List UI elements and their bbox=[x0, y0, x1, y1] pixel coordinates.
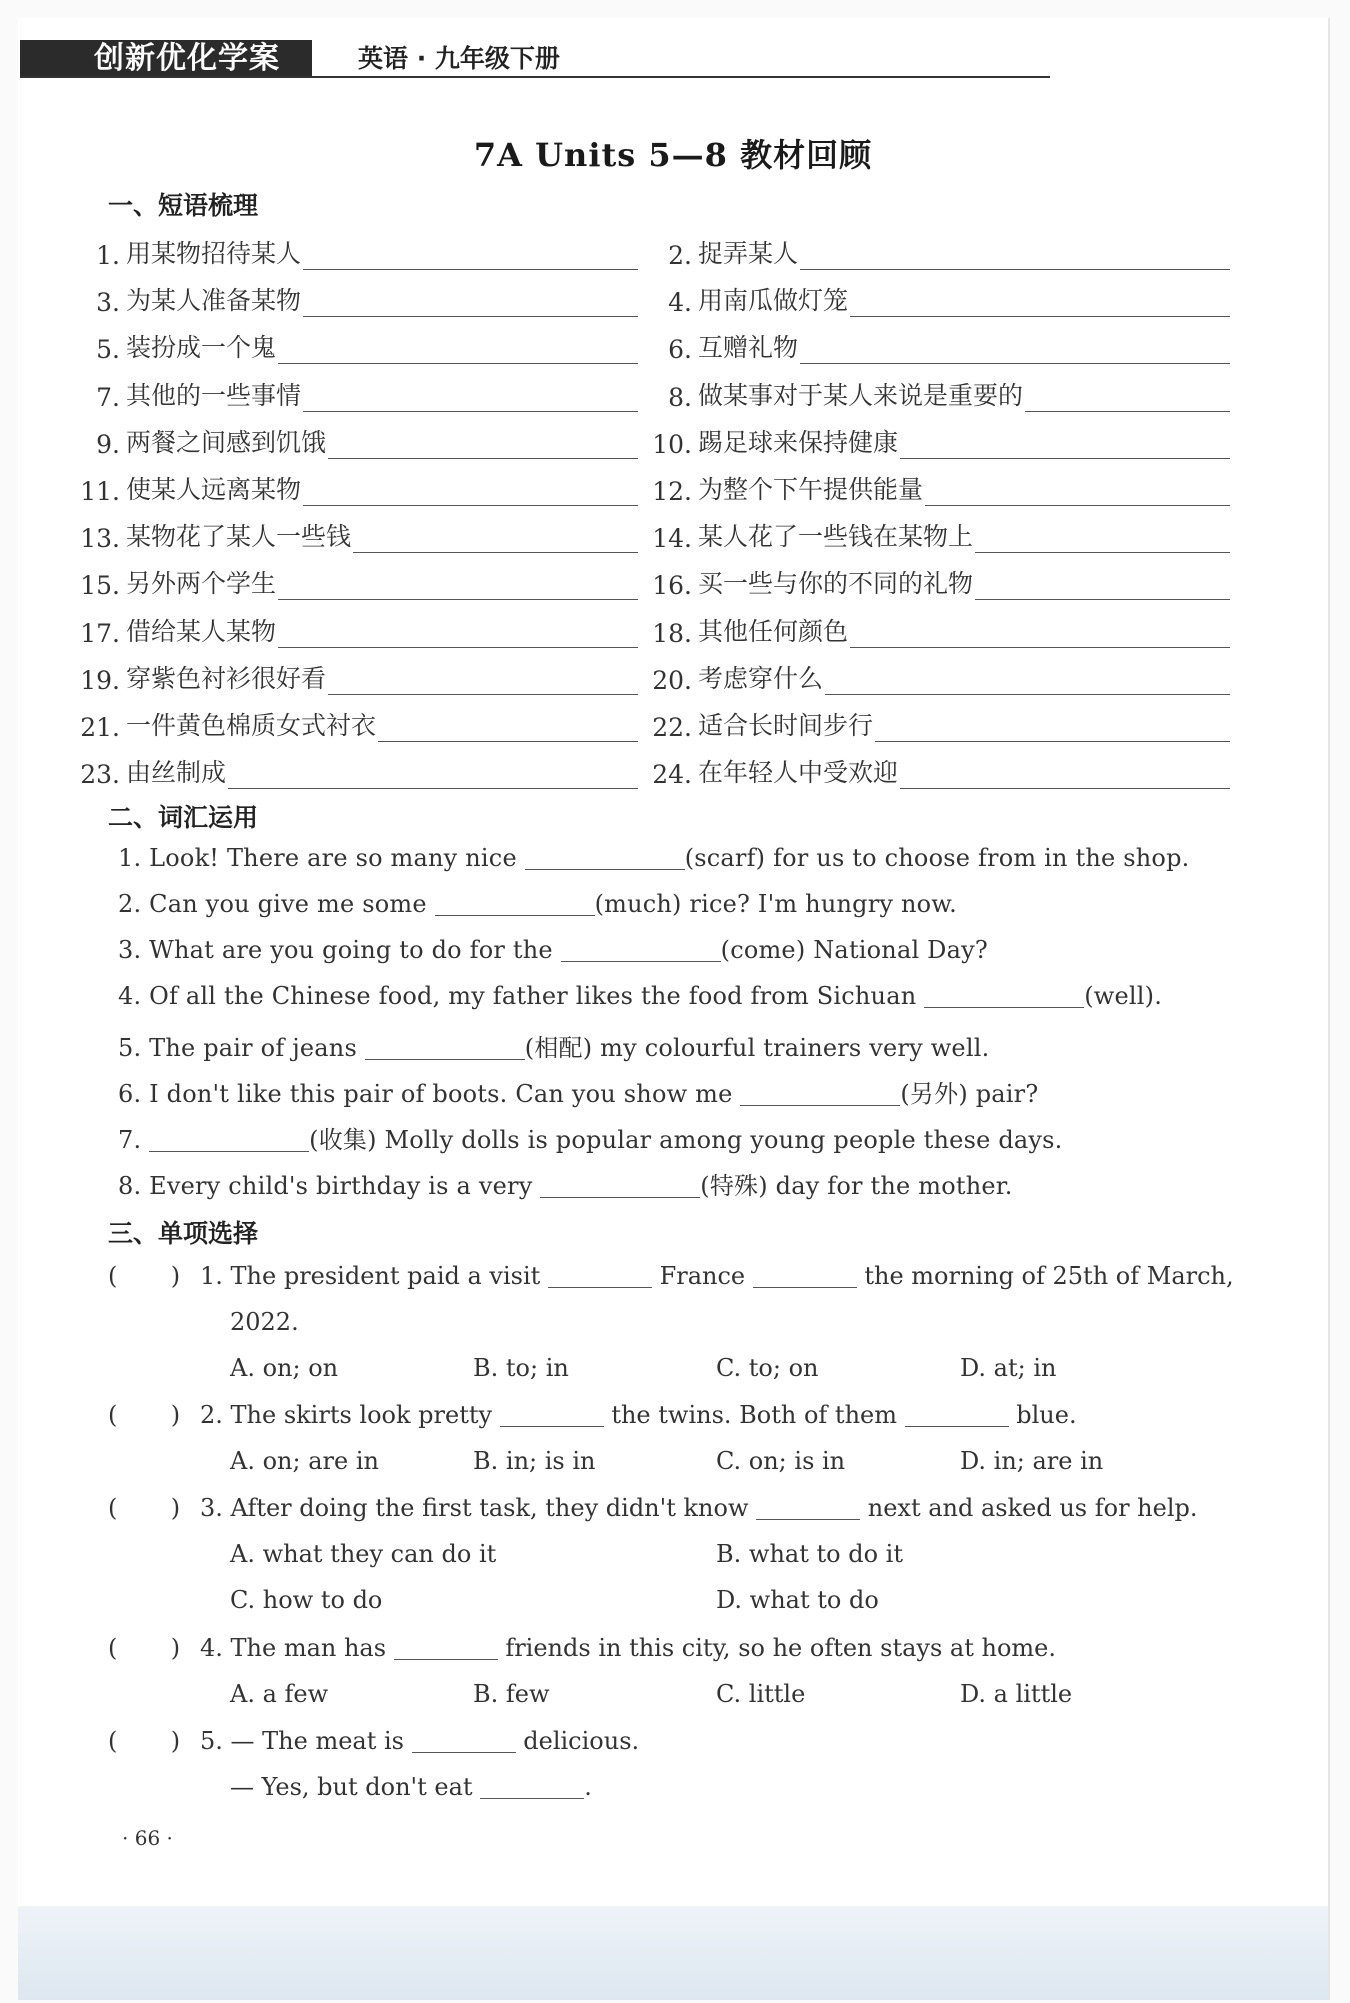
phrase-text: 穿紫色衬衫很好看 bbox=[126, 663, 327, 693]
question-stem: 2. The skirts look pretty the twins. Both of them blue. bbox=[200, 1401, 1077, 1429]
answer-line[interactable] bbox=[303, 381, 638, 412]
phrase-text: 另外两个学生 bbox=[126, 569, 277, 599]
answer-line[interactable] bbox=[228, 758, 638, 789]
phrase-item bbox=[650, 466, 1230, 506]
phrase-number: 18. bbox=[652, 618, 692, 648]
phrase-number: 20. bbox=[652, 665, 692, 695]
phrase-item bbox=[650, 513, 1230, 553]
answer-blank[interactable] bbox=[525, 845, 685, 870]
phrase-item bbox=[650, 608, 1230, 648]
answer-line[interactable] bbox=[378, 711, 638, 742]
phrase-text: 在年轻人中受欢迎 bbox=[698, 758, 899, 788]
answer-blank bbox=[412, 1728, 516, 1753]
phrase-number: 24. bbox=[652, 760, 692, 790]
phrase-number: 1. bbox=[96, 241, 120, 270]
phrase-item bbox=[650, 372, 1230, 412]
phrase-item bbox=[650, 277, 1230, 317]
question-stem: 4. The man has friends in this city, so he often stays at home. bbox=[200, 1634, 1056, 1662]
answer-line[interactable] bbox=[800, 333, 1230, 364]
phrase-number: 17. bbox=[80, 618, 120, 648]
answer-line[interactable] bbox=[328, 664, 638, 695]
phrase-number: 9. bbox=[96, 429, 120, 459]
option-a[interactable]: A. on; on bbox=[230, 1354, 339, 1382]
vocab-item: 1. Look! There are so many nice (scarf) for us to choose from in the shop. bbox=[118, 844, 1190, 872]
phrase-item bbox=[78, 702, 638, 742]
answer-line[interactable] bbox=[975, 522, 1230, 553]
answer-blank[interactable] bbox=[924, 983, 1084, 1008]
phrase-number: 21. bbox=[80, 713, 120, 742]
section-heading-choice: 三、单项选择 bbox=[108, 1219, 259, 1248]
option-a[interactable]: A. what they can do it bbox=[230, 1540, 497, 1568]
phrase-item bbox=[78, 466, 638, 506]
brand-logo: 创新优化学案 bbox=[20, 40, 312, 78]
phrase-text: 其他的一些事情 bbox=[126, 380, 302, 410]
answer-blank bbox=[394, 1635, 498, 1660]
section-heading-vocabulary: 二、词汇运用 bbox=[108, 803, 259, 832]
answer-line[interactable] bbox=[825, 664, 1230, 695]
answer-line[interactable] bbox=[278, 617, 638, 648]
phrase-text: 由丝制成 bbox=[126, 758, 227, 788]
option-a[interactable]: A. a few bbox=[230, 1680, 329, 1708]
phrase-text: 某人花了一些钱在某物上 bbox=[698, 522, 974, 552]
option-a[interactable]: A. on; are in bbox=[230, 1447, 379, 1475]
phrase-item bbox=[78, 655, 638, 695]
answer-line[interactable] bbox=[303, 286, 638, 317]
option-d[interactable]: D. at; in bbox=[960, 1354, 1057, 1382]
phrase-number: 19. bbox=[80, 665, 120, 695]
answer-blank bbox=[753, 1263, 857, 1288]
phrase-number: 22. bbox=[652, 713, 692, 742]
vocab-item: 8. Every child's birthday is a very (特殊) day for the mother. bbox=[118, 1172, 1013, 1200]
option-b[interactable]: B. what to do it bbox=[716, 1540, 903, 1568]
phrase-text: 考虑穿什么 bbox=[698, 663, 824, 693]
header-rule bbox=[20, 76, 1050, 78]
phrase-text: 使某人远离某物 bbox=[126, 475, 302, 504]
vocab-item: 5. The pair of jeans (相配) my colourful trainers very well. bbox=[118, 1034, 990, 1062]
answer-blank[interactable] bbox=[740, 1081, 900, 1106]
vocab-item: 7. (收集) Molly dolls is popular among young people these days. bbox=[118, 1126, 1063, 1154]
phrase-number: 14. bbox=[652, 524, 692, 554]
answer-parentheses[interactable]: ( ) bbox=[108, 1727, 181, 1755]
phrase-text: 用某物招待某人 bbox=[126, 239, 302, 268]
phrase-number: 23. bbox=[80, 760, 120, 790]
answer-parentheses[interactable]: ( ) bbox=[108, 1262, 181, 1290]
answer-line[interactable] bbox=[328, 428, 638, 459]
answer-blank bbox=[756, 1495, 860, 1520]
phrase-text: 做某事对于某人来说是重要的 bbox=[698, 380, 1024, 410]
phrase-text: 捉弄某人 bbox=[698, 239, 799, 268]
phrase-item bbox=[78, 513, 638, 553]
option-c[interactable]: C. little bbox=[716, 1680, 806, 1708]
phrase-number: 16. bbox=[652, 571, 692, 601]
answer-blank[interactable] bbox=[435, 891, 595, 916]
vocab-item: 2. Can you give me some (much) rice? I'm hungry now. bbox=[118, 890, 958, 918]
phrase-item bbox=[78, 560, 638, 600]
phrase-text: 装扮成一个鬼 bbox=[126, 333, 277, 363]
phrase-number: 15. bbox=[80, 571, 120, 601]
answer-parentheses[interactable]: ( ) bbox=[108, 1634, 181, 1662]
page-sheet bbox=[18, 18, 1330, 2000]
phrase-item bbox=[650, 560, 1230, 600]
phrase-text: 互赠礼物 bbox=[698, 333, 799, 363]
scan-bottom-band bbox=[18, 1906, 1328, 2000]
question-stem-continued: — Yes, but don't eat . bbox=[230, 1773, 592, 1801]
answer-line[interactable] bbox=[900, 428, 1230, 459]
phrase-number: 13. bbox=[80, 524, 120, 554]
phrase-text: 其他任何颜色 bbox=[698, 616, 849, 646]
phrase-item bbox=[650, 230, 1230, 270]
answer-blank bbox=[905, 1402, 1009, 1427]
phrase-number: 8. bbox=[668, 382, 692, 412]
answer-parentheses[interactable]: ( ) bbox=[108, 1494, 181, 1522]
phrase-text: 用南瓜做灯笼 bbox=[698, 286, 849, 316]
phrase-number: 4. bbox=[668, 288, 692, 318]
vocab-item: 4. Of all the Chinese food, my father likes the food from Sichuan (well). bbox=[118, 982, 1163, 1010]
phrase-item bbox=[650, 324, 1230, 364]
phrase-text: 为整个下午提供能量 bbox=[698, 475, 924, 504]
answer-line[interactable] bbox=[1025, 381, 1230, 412]
phrase-item bbox=[650, 655, 1230, 695]
vocab-item: 6. I don't like this pair of boots. Can you show me (另外) pair? bbox=[118, 1080, 1039, 1108]
answer-line[interactable] bbox=[278, 569, 638, 600]
phrase-item bbox=[650, 702, 1230, 742]
answer-blank[interactable] bbox=[149, 1127, 309, 1152]
phrase-text: 某物花了某人一些钱 bbox=[126, 522, 352, 552]
option-d[interactable]: D. a little bbox=[960, 1680, 1073, 1708]
phrase-number: 11. bbox=[80, 477, 120, 506]
phrase-text: 踢足球来保持健康 bbox=[698, 427, 899, 457]
phrase-number: 7. bbox=[96, 382, 120, 412]
answer-line[interactable] bbox=[353, 522, 638, 553]
phrase-number: 2. bbox=[668, 241, 692, 270]
phrase-item bbox=[78, 372, 638, 412]
question-stem: 1. The president paid a visit France the morning of 25th of March, bbox=[200, 1262, 1234, 1290]
phrase-number: 6. bbox=[668, 335, 692, 365]
phrase-item bbox=[650, 419, 1230, 459]
option-b[interactable]: B. few bbox=[473, 1680, 550, 1708]
answer-blank[interactable] bbox=[365, 1035, 525, 1060]
phrase-text: 买一些与你的不同的礼物 bbox=[698, 569, 974, 599]
option-c[interactable]: C. to; on bbox=[716, 1354, 819, 1382]
phrase-item bbox=[78, 749, 638, 789]
vocab-item: 3. What are you going to do for the (come) National Day? bbox=[118, 936, 988, 964]
answer-blank bbox=[480, 1774, 584, 1799]
phrase-item bbox=[78, 324, 638, 364]
answer-line[interactable] bbox=[900, 758, 1230, 789]
option-b[interactable]: B. in; is in bbox=[473, 1447, 596, 1475]
phrase-item bbox=[78, 230, 638, 270]
option-b[interactable]: B. to; in bbox=[473, 1354, 569, 1382]
answer-line[interactable] bbox=[303, 475, 638, 506]
answer-line[interactable] bbox=[850, 286, 1230, 317]
phrase-item bbox=[78, 277, 638, 317]
answer-line[interactable] bbox=[800, 239, 1230, 270]
question-stem: 3. After doing the first task, they didn't know next and asked us for help. bbox=[200, 1494, 1198, 1522]
phrase-item bbox=[650, 749, 1230, 789]
option-d[interactable]: D. what to do bbox=[716, 1586, 879, 1614]
phrase-number: 12. bbox=[652, 477, 692, 506]
answer-blank bbox=[500, 1402, 604, 1427]
answer-line[interactable] bbox=[303, 239, 638, 270]
answer-line[interactable] bbox=[850, 617, 1230, 648]
page-number: · 66 · bbox=[122, 1826, 173, 1850]
answer-parentheses[interactable]: ( ) bbox=[108, 1401, 181, 1429]
answer-line[interactable] bbox=[278, 333, 638, 364]
phrase-item bbox=[78, 419, 638, 459]
phrase-text: 为某人准备某物 bbox=[126, 286, 302, 316]
option-c[interactable]: C. how to do bbox=[230, 1586, 383, 1614]
phrase-text: 适合长时间步行 bbox=[698, 711, 874, 740]
phrase-number: 5. bbox=[96, 335, 120, 365]
question-stem: 5. — The meat is delicious. bbox=[200, 1727, 640, 1755]
answer-line[interactable] bbox=[875, 711, 1230, 742]
question-stem-continued: 2022. bbox=[230, 1308, 299, 1336]
answer-line[interactable] bbox=[975, 569, 1230, 600]
section-heading-phrases: 一、短语梳理 bbox=[108, 191, 259, 220]
answer-blank bbox=[548, 1263, 652, 1288]
phrase-text: 一件黄色棉质女式衬衣 bbox=[126, 711, 377, 740]
phrase-text: 借给某人某物 bbox=[126, 616, 277, 646]
phrase-item bbox=[78, 608, 638, 648]
page-title: 7A Units 5—8 教材回顾 bbox=[473, 136, 873, 174]
answer-line[interactable] bbox=[925, 475, 1230, 506]
phrase-number: 10. bbox=[652, 429, 692, 459]
phrase-text: 两餐之间感到饥饿 bbox=[126, 427, 327, 457]
phrase-number: 3. bbox=[96, 288, 120, 318]
answer-blank[interactable] bbox=[561, 937, 721, 962]
answer-blank[interactable] bbox=[540, 1173, 700, 1198]
option-c[interactable]: C. on; is in bbox=[716, 1447, 846, 1475]
option-d[interactable]: D. in; are in bbox=[960, 1447, 1104, 1475]
subject-label: 英语 · 九年级下册 bbox=[358, 44, 560, 73]
